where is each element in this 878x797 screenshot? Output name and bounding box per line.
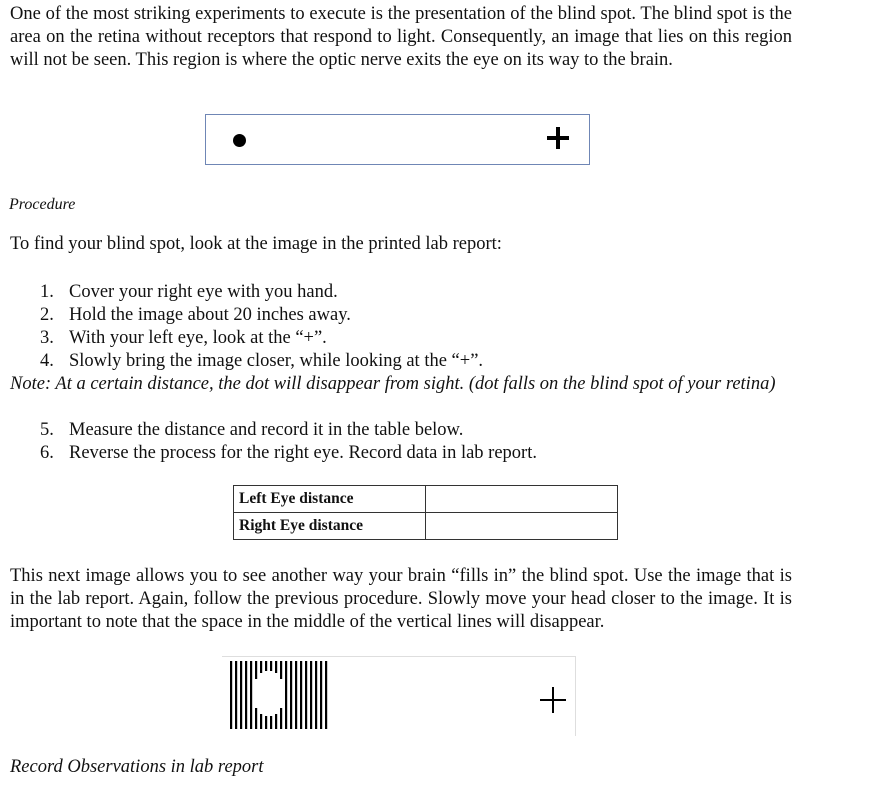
dot-icon bbox=[233, 134, 246, 147]
list-item: 3. With your left eye, look at the “+”. bbox=[40, 328, 327, 348]
list-item: 5. Measure the distance and record it in the table below. bbox=[40, 420, 464, 440]
note-text: Note: At a certain distance, the dot will disappear from sight. (dot falls on the blind spot of your retina) bbox=[10, 374, 776, 394]
table-row bbox=[234, 486, 618, 513]
second-paragraph: This next image allows you to see another way your brain “fills in” the blind spot. Use the image that is in the lab report. Again, follow the previous procedure. Slowly move your head closer to the image. It is important to note that the space in the middle of the vertical lines will disappear. bbox=[10, 566, 792, 632]
steps-list-a bbox=[0, 281, 483, 373]
plus-icon bbox=[547, 127, 569, 149]
blind-spot-figure bbox=[205, 114, 590, 165]
plus-icon bbox=[540, 687, 566, 713]
procedure-lead: To find your blind spot, look at the image in the printed lab report: bbox=[10, 234, 502, 254]
table-row bbox=[234, 513, 618, 540]
observations-note: Record Observations in lab report bbox=[10, 757, 264, 777]
list-item: 6. Reverse the process for the right eye. Record data in lab report. bbox=[40, 443, 537, 463]
intro-paragraph: One of the most striking experiments to execute is the presentation of the blind spot. The blind spot is the area on the retina without receptors that respond to light. Consequently, an image that lies on this region will not be seen. This region is where the optic nerve exits the eye on its way to the brain. bbox=[10, 4, 792, 70]
list-item: 1. Cover your right eye with you hand. bbox=[40, 282, 338, 302]
list-item: 4. Slowly bring the image closer, while looking at the “+”. bbox=[40, 351, 484, 371]
table-cell-value[interactable] bbox=[426, 486, 618, 513]
steps-list-b bbox=[0, 419, 537, 465]
fill-in-figure bbox=[222, 656, 576, 736]
procedure-heading: Procedure bbox=[9, 196, 76, 213]
distance-table bbox=[233, 485, 618, 540]
table-cell-label: Right Eye distance bbox=[234, 513, 426, 540]
list-item: 2. Hold the image about 20 inches away. bbox=[40, 305, 351, 325]
vertical-lines-icon bbox=[227, 658, 337, 736]
table-cell-label: Left Eye distance bbox=[234, 486, 426, 513]
table-cell-value[interactable] bbox=[426, 513, 618, 540]
